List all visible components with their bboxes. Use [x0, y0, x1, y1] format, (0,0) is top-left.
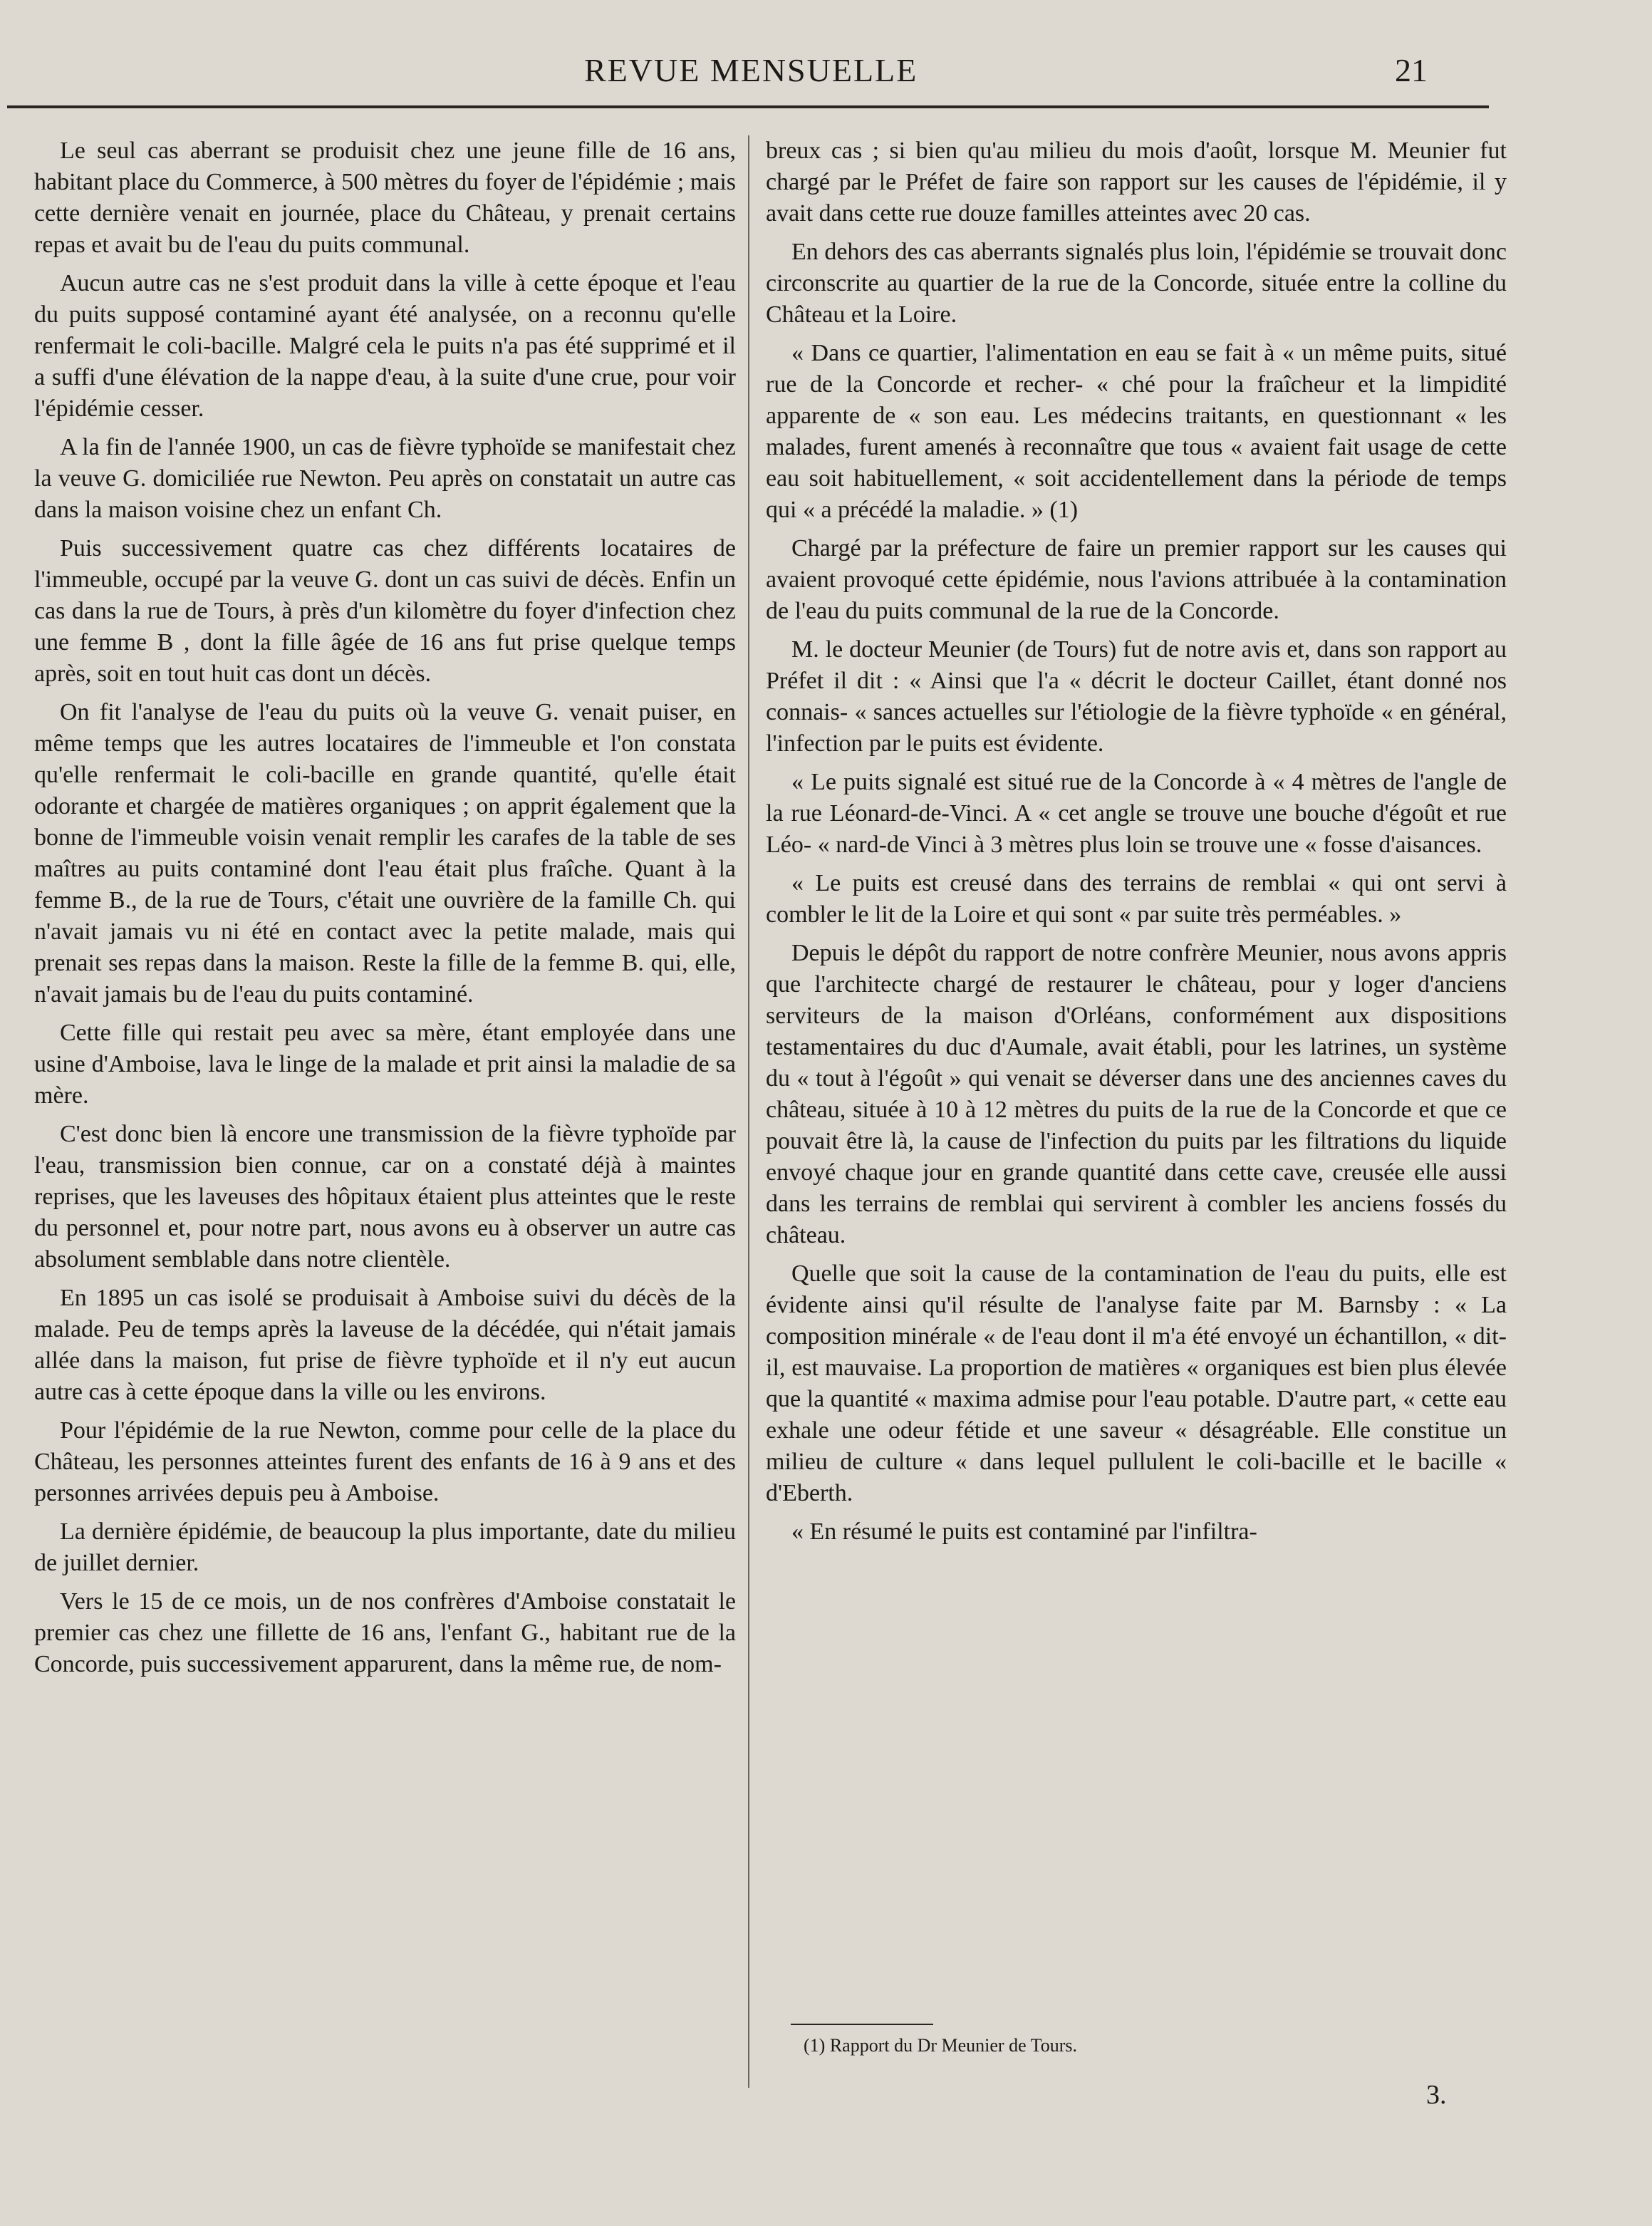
- paragraph: Cette fille qui restait peu avec sa mère, étant employée dans une usine d'Amboise, lava le linge de la malade et prit ainsi la maladie de sa mère.: [34, 1020, 736, 1109]
- paragraph: On fit l'analyse de l'eau du puits où la veuve G. venait puiser, en même temps que les autres locataires de l'immeuble et l'on constata qu'elle renfermait le coli-bacille en grande quantité, qu'elle était odorante et chargée de matières organiques ; on apprit également que la bonne de l'immeuble voisin venait remplir les carafes de la table de ses maîtres au puits contaminé dont l'eau était plus fraîche. Quant à la femme B., de la rue de Tours, c'était une ouvrière de la famille Ch. qui n'avait jamais vu ni été en contact avec la petite malade, mais qui prenait ses repas dans la maison. Reste la fille de la femme B. qui, elle, n'avait jamais bu de l'eau du puits contaminé.: [34, 699, 736, 1008]
- paragraph: En 1895 un cas isolé se produisait à Amboise suivi du décès de la malade. Peu de temps après la laveuse de la décédée, qui n'était jamais allée dans la maison, fut prise de fièvre typhoïde et il n'y eut aucun autre cas à cette époque dans la ville ou les environs.: [34, 1285, 736, 1405]
- paragraph: M. le docteur Meunier (de Tours) fut de notre avis et, dans son rapport au Préfet il dit : « Ainsi que l'a « décrit le docteur Caillet, étant donné nos connais- « sances actuelles sur l'étiologie de la fièvre typhoïde « en général, l'infection par le puits est évidente.: [766, 636, 1507, 757]
- paragraph: A la fin de l'année 1900, un cas de fièvre typhoïde se manifestait chez la veuve G. domiciliée rue Newton. Peu après on constatait un autre cas dans la maison voisine chez un enfant Ch.: [34, 434, 736, 523]
- page-header: [0, 44, 1496, 94]
- paragraph: Puis successivement quatre cas chez différents locataires de l'immeuble, occupé par la veuve G. dont un cas suivi de décès. Enfin un cas dans la rue de Tours, à près d'un kilomètre du foyer d'infection chez une femme B , dont la fille âgée de 16 ans fut prise quelque temps après, soit en tout huit cas dont un décès.: [34, 535, 736, 687]
- right-column: [766, 135, 1507, 1555]
- paragraph: En dehors des cas aberrants signalés plus loin, l'épidémie se trouvait donc circonscrite au quartier de la rue de la Concorde, située entre la colline du Château et la Loire.: [766, 239, 1507, 328]
- paragraph: Aucun autre cas ne s'est produit dans la ville à cette époque et l'eau du puits supposé contaminé ayant été analysée, on a reconnu qu'elle renfermait le coli-bacille. Malgré cela le puits n'a pas été supprimé et il a suffi d'une élévation de la nappe d'eau, à la suite d'une crue, pour voir l'épidémie cesser.: [34, 270, 736, 422]
- paragraph: « Le puits signalé est situé rue de la Concorde à « 4 mètres de l'angle de la rue Léonard-de-Vinci. A « cet angle se trouve une bouche d'égoût et rue Léo- « nard-de Vinci à 3 mètres plus loin se trouve une « fosse d'aisances.: [766, 769, 1507, 858]
- page-number: 21: [1395, 52, 1428, 88]
- footnote: (1) Rapport du Dr Meunier de Tours.: [804, 2035, 1078, 2056]
- paragraph: C'est donc bien là encore une transmission de la fièvre typhoïde par l'eau, transmission bien connue, car on a constaté déjà à maintes reprises, que les laveuses des hôpitaux étaient plus atteintes que le reste du personnel et, pour notre part, nous avons eu à observer un autre cas absolument semblable dans notre clientèle.: [34, 1121, 736, 1273]
- paragraph: La dernière épidémie, de beaucoup la plus importante, date du milieu de juillet dernier.: [34, 1518, 736, 1576]
- paragraph: Chargé par la préfecture de faire un premier rapport sur les causes qui avaient provoqué cette épidémie, nous l'avions attribuée à la contamination de l'eau du puits communal de la rue de la Concorde.: [766, 535, 1507, 624]
- paragraph: Depuis le dépôt du rapport de notre confrère Meunier, nous avons appris que l'architecte chargé de restaurer le château, pour y loger d'anciens serviteurs de la maison d'Orléans, conformément aux dispositions testamentaires du duc d'Aumale, avait établi, pour les latrines, un système du « tout à l'égoût » qui venait se déverser dans une des anciennes caves du château, située à 10 à 12 mètres du puits de la rue de la Concorde et que ce pouvait être là, la cause de l'infection du puits par les filtrations du liquide envoyé chaque jour en grande quantité dans cette cave, creusée elle aussi dans les terrains de remblai qui servirent à combler les anciens fossés du château.: [766, 940, 1507, 1248]
- paragraph: « En résumé le puits est contaminé par l'infiltra-: [791, 1518, 1257, 1545]
- paragraph: « Dans ce quartier, l'alimentation en eau se fait à « un même puits, situé rue de la Concorde et recher- « ché pour la fraîcheur et la limpidité apparente de « son eau. Les médecins traitants, en questionnant « les malades, furent amenés à reconnaître que tous « avaient fait usage de cette eau soit habituellement, « soit accidentellement dans la période de temps qui « a précédé la maladie. » (1): [766, 340, 1507, 523]
- paragraph: breux cas ; si bien qu'au milieu du mois d'août, lorsque M. Meunier fut chargé par le Préfet de faire son rapport sur les causes de l'épidémie, il y avait dans cette rue douze familles atteintes avec 20 cas.: [766, 138, 1507, 227]
- left-column: [34, 135, 736, 1687]
- paragraph: Quelle que soit la cause de la contamination de l'eau du puits, elle est évidente ainsi qu'il résulte de l'analyse faite par M. Barnsby : « La composition minérale « de l'eau dont il m'a été envoyé un échantillon, « dit-il, est mauvaise. La proportion de matières « organiques est bien plus élevée que la quantité « maxima admise pour l'eau potable. D'autre part, « cette eau exhale une odeur fétide et une saveur « désagréable. Elle constitue un milieu de culture « dans lequel pullulent le coli-bacille et le bacille « d'Eberth.: [766, 1260, 1507, 1506]
- header-rule: [7, 105, 1489, 108]
- footnote-rule: [791, 2024, 933, 2025]
- paragraph: Pour l'épidémie de la rue Newton, comme pour celle de la place du Château, les personnes atteintes furent des enfants de 16 à 9 ans et des personnes arrivées depuis peu à Amboise.: [34, 1417, 736, 1506]
- paragraph: Le seul cas aberrant se produisit chez une jeune fille de 16 ans, habitant place du Commerce, à 500 mètres du foyer de l'épidémie ; mais cette dernière venait en journée, place du Château, y prenait certains repas et avait bu de l'eau du puits communal.: [34, 138, 736, 258]
- paragraph: « Le puits est creusé dans des terrains de remblai « qui ont servi à combler le lit de la Loire et qui sont « par suite très perméables. »: [766, 870, 1507, 928]
- paragraph: Vers le 15 de ce mois, un de nos confrères d'Amboise constatait le premier cas chez une fillette de 16 ans, l'enfant G., habitant rue de la Concorde, puis successivement apparurent, dans la même rue, de nom-: [34, 1588, 736, 1677]
- running-title: REVUE MENSUELLE: [584, 52, 918, 88]
- signature-mark: 3.: [1426, 2080, 1447, 2110]
- column-divider: [748, 135, 749, 2088]
